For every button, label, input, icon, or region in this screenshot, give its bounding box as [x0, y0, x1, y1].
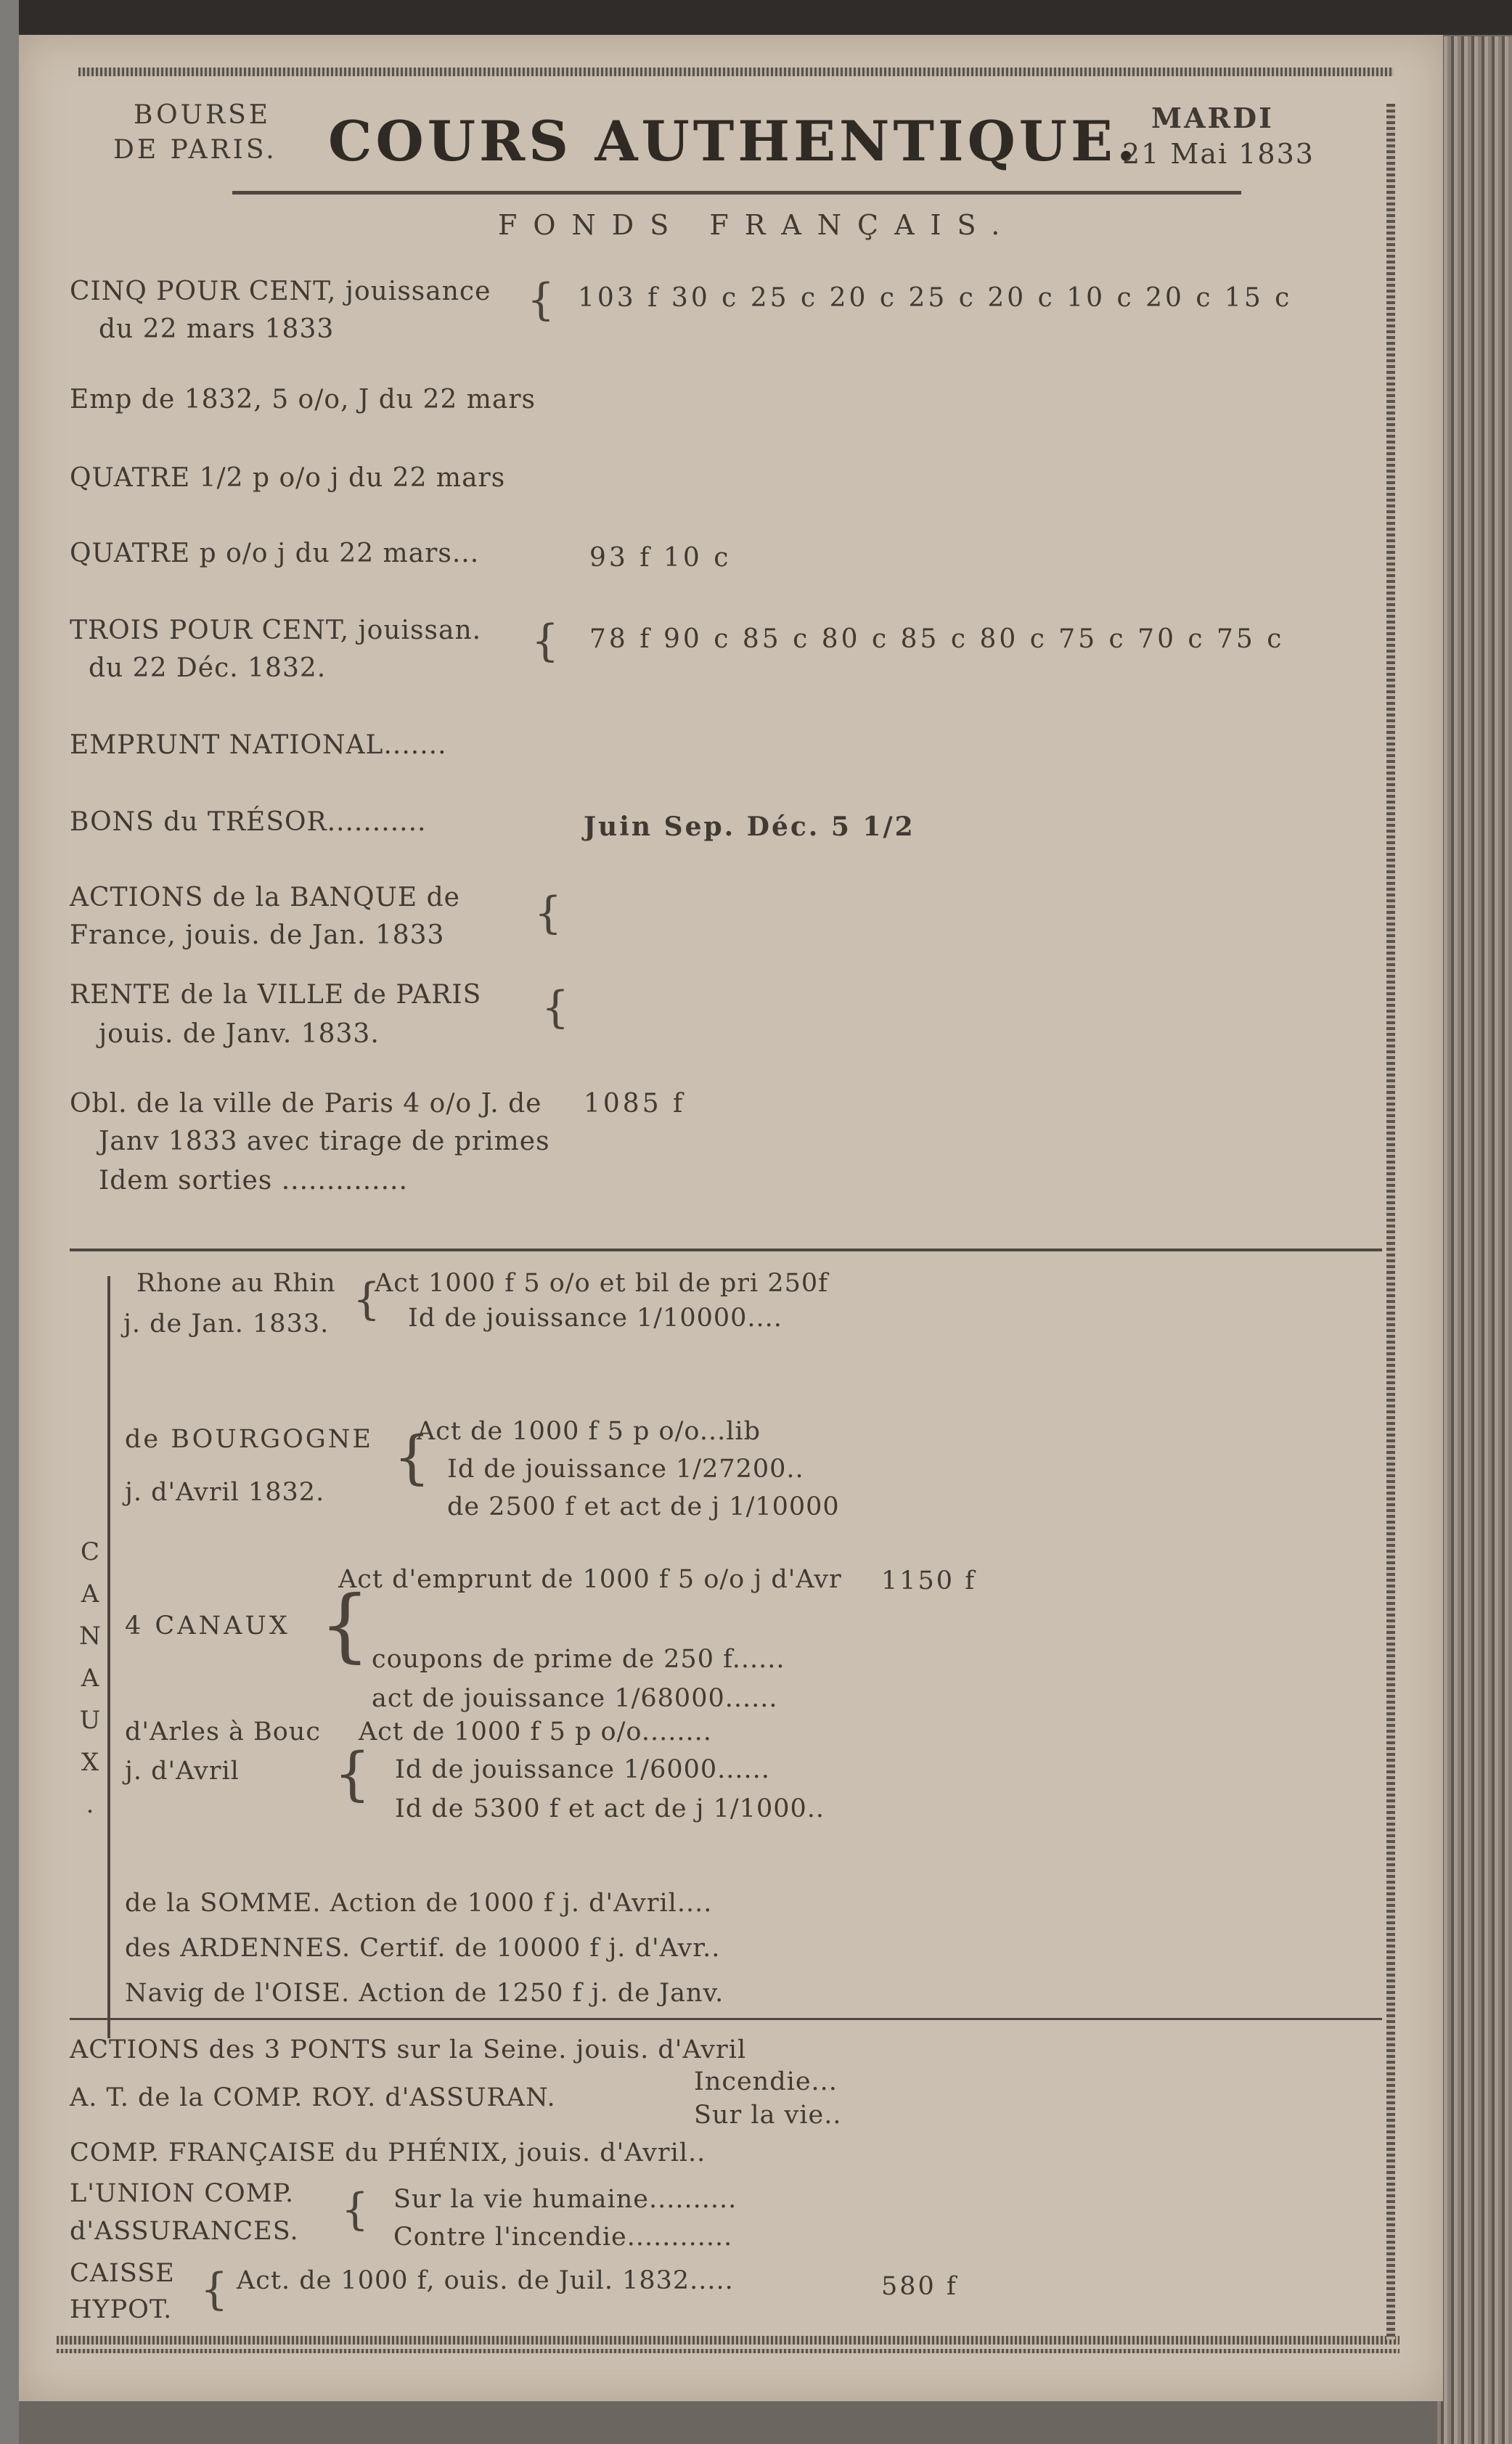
row-label-2: j. d'Avril — [125, 1757, 240, 1786]
header-underline — [232, 191, 1241, 195]
row-label: EMPRUNT NATIONAL....... — [70, 730, 447, 760]
row-detail-3: de 2500 f et act de j 1/10000 — [447, 1492, 840, 1521]
row-label: Emp de 1832, 5 o/o, J du 22 mars — [70, 385, 536, 414]
row-label: Obl. de la ville de Paris 4 o/o J. de — [70, 1089, 542, 1119]
row-label-2: jouis. de Janv. 1833. — [99, 1019, 380, 1049]
book-page-edges — [1437, 36, 1512, 2444]
row-label-2: j. de Jan. 1833. — [123, 1309, 330, 1339]
row-detail-2: Contre l'incendie............ — [393, 2223, 733, 2252]
row-label: ACTIONS de la BANQUE de — [70, 883, 460, 912]
row-label-3: Idem sorties .............. — [99, 1166, 408, 1196]
row-detail-2: Id de jouissance 1/6000...... — [395, 1755, 770, 1784]
brace: { — [200, 2264, 229, 2315]
row-label: QUATRE 1/2 p o/o j du 22 mars — [70, 463, 506, 493]
row-value: 78 f 90 c 85 c 80 c 85 c 80 c 75 c 70 c 75 c — [589, 624, 1285, 654]
scan-left-margin — [0, 0, 19, 2444]
row-value: 1150 f — [881, 1566, 977, 1595]
row-label-2: d'ASSURANCES. — [70, 2217, 299, 2246]
row-detail-2: coupons de prime de 250 f...... — [372, 1645, 785, 1674]
row-detail-2: Id de jouissance 1/27200.. — [447, 1455, 804, 1484]
row-detail: Sur la vie humaine.......... — [393, 2185, 737, 2214]
row-detail: Act 1000 f 5 o/o et bil de pri 250f — [375, 1269, 829, 1298]
bourse-label-line1: BOURSE — [134, 100, 271, 130]
brace: { — [319, 1578, 370, 1671]
canaux-left-rule — [107, 1276, 110, 2038]
document-page — [19, 35, 1443, 2401]
row-label: d'Arles à Bouc — [125, 1717, 321, 1746]
list-item: des ARDENNES. Certif. de 10000 f j. d'Avr.. — [125, 1934, 721, 1963]
row-detail-3: act de jouissance 1/68000...... — [372, 1684, 778, 1713]
right-ornamental-border — [1386, 104, 1395, 2339]
row-label: TROIS POUR CENT, jouissan. — [70, 616, 482, 645]
row-label-2: France, jouis. de Jan. 1833 — [70, 920, 445, 950]
bourse-label-line2: DE PARIS. — [113, 135, 277, 165]
row-value: 103 f 30 c 25 c 20 c 25 c 20 c 10 c 20 c 15 c — [578, 283, 1293, 313]
bottom-ornamental-rule-2 — [57, 2349, 1399, 2353]
date-label: 21 Mai 1833 — [1122, 138, 1315, 170]
list-item: Navig de l'OISE. Action de 1250 f j. de Janv. — [125, 1979, 724, 2008]
row-value: Juin Sep. Déc. 5 1/2 — [584, 812, 915, 842]
brace: { — [534, 888, 563, 939]
row-label: QUATRE p o/o j du 22 mars... — [70, 539, 480, 568]
row-label: A. T. de la COMP. ROY. d'ASSURAN. — [70, 2083, 556, 2112]
section-divider — [70, 2018, 1382, 2020]
row-detail: Act d'emprunt de 1000 f 5 o/o j d'Avr — [338, 1565, 842, 1594]
section-title-fonds: FONDS FRANÇAIS. — [498, 209, 1016, 241]
page-title: COURS AUTHENTIQUE. — [328, 109, 1140, 173]
brace: { — [393, 1423, 430, 1491]
row-label-2: j. d'Avril 1832. — [125, 1478, 325, 1507]
list-item: ACTIONS des 3 PONTS sur la Seine. jouis. d'Avril — [70, 2035, 747, 2064]
bottom-ornamental-rule — [57, 2336, 1399, 2345]
day-label: MARDI — [1151, 102, 1274, 134]
brace: { — [527, 274, 555, 325]
row-value: 93 f 10 c — [589, 543, 732, 573]
list-item: de la SOMME. Action de 1000 f j. d'Avril.... — [125, 1889, 713, 1918]
row-detail: Act de 1000 f 5 p o/o...lib — [417, 1417, 761, 1446]
row-label: Rhone au Rhin — [136, 1269, 336, 1298]
row-label: RENTE de la VILLE de PARIS — [70, 980, 482, 1010]
row-detail: Incendie... — [694, 2067, 838, 2096]
row-detail-2: Sur la vie.. — [694, 2101, 842, 2130]
row-label: 4 CANAUX — [125, 1611, 290, 1640]
row-value: 1085 f — [584, 1089, 686, 1119]
top-ornamental-rule — [78, 68, 1394, 76]
row-label: CAISSE — [70, 2259, 175, 2288]
row-label: de BOURGOGNE — [125, 1425, 373, 1454]
brace: { — [353, 1274, 381, 1325]
row-label-2: du 22 mars 1833 — [99, 314, 335, 344]
row-detail-2: Id de jouissance 1/10000.... — [408, 1304, 782, 1333]
brace: { — [341, 2184, 369, 2235]
list-item: COMP. FRANÇAISE du PHÉNIX, jouis. d'Avril.. — [70, 2138, 706, 2167]
row-label: BONS du TRÉSOR........... — [70, 807, 427, 837]
row-detail: Act de 1000 f 5 p o/o........ — [359, 1717, 712, 1746]
brace: { — [531, 616, 560, 666]
row-label-2: HYPOT. — [70, 2295, 173, 2324]
row-detail-3: Id de 5300 f et act de j 1/1000.. — [395, 1794, 825, 1823]
row-value: 580 f — [881, 2272, 958, 2301]
row-label: CINQ POUR CENT, jouissance — [70, 277, 491, 306]
canaux-vertical-label: CANAUX. — [75, 1537, 105, 1832]
row-label-2: du 22 Déc. 1832. — [89, 653, 327, 683]
row-label: L'UNION COMP. — [70, 2179, 295, 2208]
row-label-2: Janv 1833 avec tirage de primes — [99, 1127, 550, 1156]
brace: { — [542, 982, 570, 1033]
scan-top-border — [0, 0, 1512, 35]
section-divider — [70, 1248, 1382, 1251]
row-detail: Act. de 1000 f, ouis. de Juil. 1832..... — [237, 2266, 734, 2295]
brace: { — [334, 1740, 371, 1807]
